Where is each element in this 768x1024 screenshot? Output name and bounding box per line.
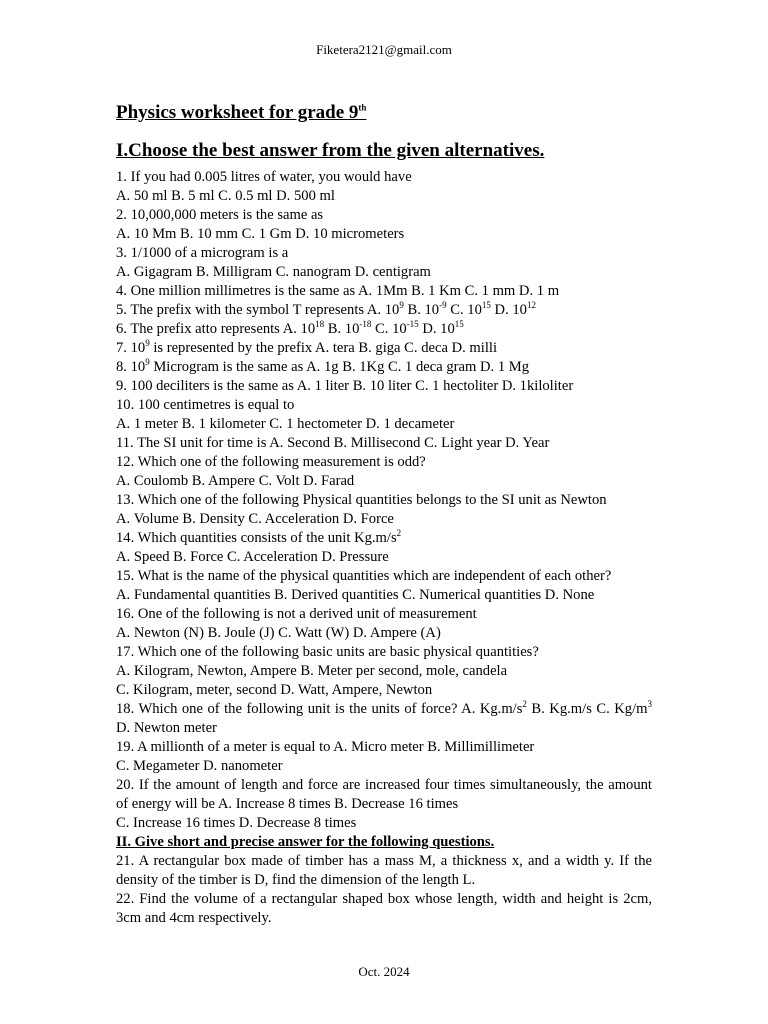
footer-date: Oct. 2024 <box>358 964 410 979</box>
answer-options: A. Coulomb B. Ampere C. Volt D. Farad <box>116 473 355 489</box>
question-line: 15. What is the name of the physical quantities which are independent of each other? <box>116 568 612 584</box>
question-line: 5. The prefix with the symbol T represents A. $10^9$ B. $10^{-9}$ C. $10^{15}$ D. $10^{12}$ <box>116 300 536 318</box>
question-line: 6. The prefix atto represents A. $10^{18}$ B. $10^{-18}$ C. $10^{-15}$ D. $10^{15}$ <box>116 319 464 337</box>
header-email: Fiketera2121@gmail.com <box>316 42 452 57</box>
answer-options: A. Volume B. Density C. Acceleration D. Force <box>116 511 394 527</box>
question-line: 13. Which one of the following Physical quantities belongs to the SI unit as Newton <box>116 492 607 508</box>
question-line: 9. 100 deciliters is the same as A. 1 liter B. 10 liter C. 1 hectoliter D. 1kiloliter <box>116 378 574 394</box>
question-line: 3. 1/1000 of a microgram is a <box>116 245 289 261</box>
question-line: 17. Which one of the following basic units are basic physical quantities? <box>116 644 539 660</box>
worksheet-body <box>116 100 652 928</box>
answer-options: A. Fundamental quantities B. Derived quantities C. Numerical quantities D. None <box>116 587 595 603</box>
section-2-title: II. Give short and precise answer for the following questions. <box>116 834 495 850</box>
answer-options: A. 10 Mm B. 10 mm C. 1 Gm D. 10 micrometers <box>116 226 405 242</box>
question-line: 22. Find the volume of a rectangular shaped box whose length, width and height is 2cm, 3cm and 4cm respectively. <box>116 891 652 926</box>
answer-options: A. 50 ml B. 5 ml C. 0.5 ml D. 500 ml <box>116 188 335 204</box>
answer-options: A. Kilogram, Newton, Ampere B. Meter per second, mole, candela <box>116 663 508 679</box>
answer-options: A. 1 meter B. 1 kilometer C. 1 hectometer D. 1 decameter <box>116 416 455 432</box>
worksheet-title: Physics worksheet for grade 9th <box>116 102 367 123</box>
answer-options: A. Newton (N) B. Joule (J) C. Watt (W) D. Ampere (A) <box>116 625 441 641</box>
question-line: 16. One of the following is not a derived unit of measurement <box>116 606 477 622</box>
question-line: 18. Which one of the following unit is the units of force? A. $Kg.m/s^2$ B. Kg.m/s C. $Kg/m^3$ D. Newton meter <box>116 699 653 736</box>
question-line: 21. A rectangular box made of timber has a mass M, a thickness x, and a width y. If the density of the timber is D, find the dimension of the length L. <box>116 853 652 888</box>
question-line: 14. Which quantities consists of the unit $Kg.m/s^2$ <box>116 528 402 546</box>
question-line: 4. One million millimetres is the same as A. 1Mm B. 1 Km C. 1 mm D. 1 m <box>116 283 560 299</box>
question-line: 11. The SI unit for time is A. Second B. Millisecond C. Light year D. Year <box>116 435 550 451</box>
answer-options: C. Increase 16 times D. Decrease 8 times <box>116 815 357 831</box>
answer-options: A. Speed B. Force C. Acceleration D. Pressure <box>116 549 389 565</box>
question-line: 10. 100 centimetres is equal to <box>116 397 295 413</box>
question-line: 1. If you had 0.005 litres of water, you would have <box>116 169 412 185</box>
question-line: 7. $10^9$ is represented by the prefix A. tera B. giga C. deca D. milli <box>116 338 498 356</box>
answer-options: C. Megameter D. nanometer <box>116 758 283 774</box>
answer-options: C. Kilogram, meter, second D. Watt, Ampere, Newton <box>116 682 433 698</box>
question-line: 12. Which one of the following measurement is odd? <box>116 454 426 470</box>
section-1-title: I.Choose the best answer from the given alternatives. <box>116 140 545 161</box>
question-line: 8. $10^9$ Microgram is the same as A. 1g B. 1Kg C. 1 deca gram D. 1 Mg <box>116 357 530 375</box>
question-line: 19. A millionth of a meter is equal to A. Micro meter B. Millimillimeter <box>116 739 535 755</box>
answer-options: A. Gigagram B. Milligram C. nanogram D. centigram <box>116 264 431 280</box>
question-line: 2. 10,000,000 meters is the same as <box>116 207 324 223</box>
question-line: 20. If the amount of length and force are increased four times simultaneously, the amount of energy will be A. Increase 8 times B. Decrease 16 times <box>116 777 652 812</box>
